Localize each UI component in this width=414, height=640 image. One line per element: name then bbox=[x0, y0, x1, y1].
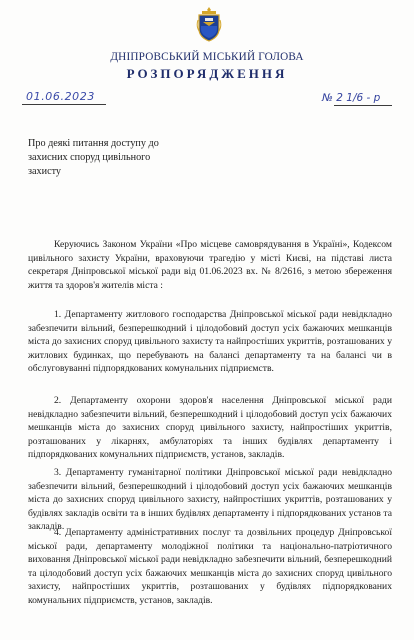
item-1-block bbox=[28, 308, 392, 376]
item-4-paragraph: 4. Департаменту адміністративних послуг та дозвільних процедур Дніпровської міської ради, департаменту молодіжної політики та національно-патріотичного виховання Дніпровської міської ради невідкладно забезпечити вільний, безперешкодний та цілодобовий доступ усіх бажаючих мешканців міста до захисних споруд цивільного захисту, найпростіших укриттів, розташованих у будівлях підпорядкованих комунальних підприємств, установ, закладів. bbox=[28, 527, 392, 606]
document-number: № 2 1/6 - р bbox=[322, 92, 381, 104]
date-underline bbox=[22, 104, 106, 105]
item-2-paragraph: 2. Департаменту охорони здоров'я населення Дніпровської міської ради невідкладно забезпечити вільний, безперешкодний і цілодобовий доступ усіх бажаючих мешканців міста до захисних споруд цивільного захисту, найпростіших укриттів, розташованих у лікарнях, амбулаторіях та інших будівлях департаменту і підпорядкованих комунальних підприємств, установ, закладів. bbox=[28, 395, 392, 461]
issuer-title: ДНІПРОВСЬКИЙ МІСЬКИЙ ГОЛОВА bbox=[110, 51, 304, 63]
preamble-paragraph: Керуючись Законом України «Про місцеве самоврядування в Україні», Кодексом цивільного захисту України, враховуючи трагедію у місті Києві, на підставі листа секретаря Дніпровської міської ради від 01.06.2023 вх. № 8/2616, з метою збереження життя та здоров'я жителів міста : bbox=[28, 239, 392, 291]
subject-line-3: захисту bbox=[28, 166, 62, 177]
document-subject bbox=[28, 137, 188, 179]
subject-line-1: Про деякі питання доступу до bbox=[28, 138, 159, 149]
document-date: 01.06.2023 bbox=[26, 90, 95, 103]
item-3-block bbox=[28, 466, 392, 534]
item-4-block bbox=[28, 526, 392, 608]
preamble-block bbox=[28, 238, 392, 292]
document-type: РОЗПОРЯДЖЕННЯ bbox=[126, 66, 288, 81]
item-3-paragraph: 3. Департаменту гуманітарної політики Дніпровської міської ради невідкладно забезпечити вільний, безперешкодний і цілодобовий доступ усіх бажаючих мешканців міста до захисних споруд цивільного захисту, найпростіших укриттів, розташованих у будівлях закладів освіти та в інших будівлях департаменту і підпорядкованих установ та закладів. bbox=[28, 467, 392, 533]
coat-of-arms-icon bbox=[196, 6, 222, 42]
number-underline bbox=[334, 105, 392, 106]
item-2-block bbox=[28, 394, 392, 462]
item-1-paragraph: 1. Департаменту житлового господарства Дніпровської міської ради невідкладно забезпечити вільний, безперешкодний і цілодобовий доступ усіх бажаючих мешканців міста до захисних споруд цивільного захисту та найпростіших укриттів, розташованих у житлових будинках, що перебувають на балансі департаменту та на балансі чи в обслуговуванні підпорядкованих комунальних підприємств. bbox=[28, 309, 392, 375]
subject-line-2: захисних споруд цивільного bbox=[28, 152, 151, 163]
